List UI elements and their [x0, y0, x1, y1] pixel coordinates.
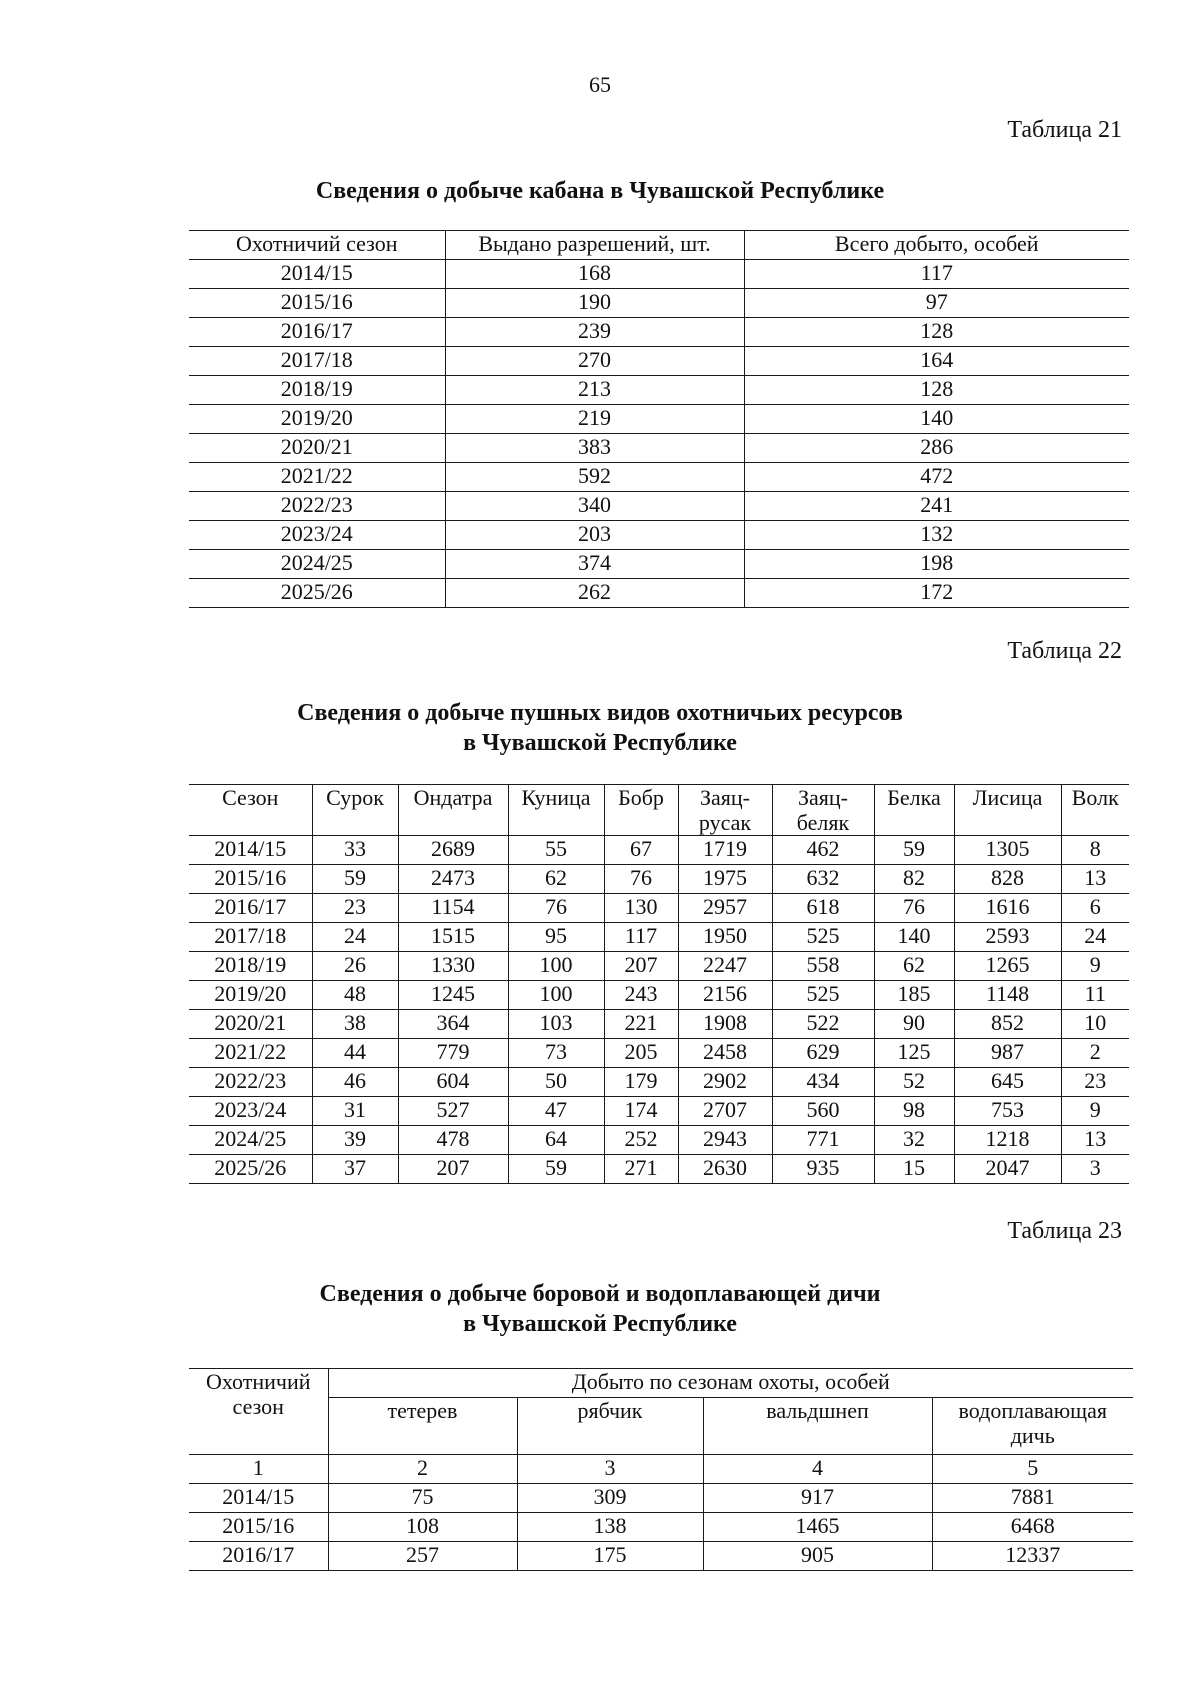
- table-cell: 2156: [678, 981, 772, 1010]
- table-cell: 364: [398, 1010, 508, 1039]
- table22-header-cell: Белка: [874, 785, 954, 836]
- table-cell: 55: [508, 836, 604, 865]
- table-cell: 100: [508, 981, 604, 1010]
- table23: [189, 1368, 1133, 1571]
- table-cell: 592: [445, 463, 744, 492]
- table23-header-row-1: [189, 1369, 1133, 1398]
- table-cell: 2019/20: [189, 405, 445, 434]
- table-cell: 2902: [678, 1068, 772, 1097]
- table-cell: 618: [772, 894, 874, 923]
- table-cell: 828: [954, 865, 1061, 894]
- table-cell: 243: [604, 981, 678, 1010]
- table-row: [189, 521, 1129, 550]
- table-row: [189, 434, 1129, 463]
- table-row: [189, 463, 1129, 492]
- table-cell: 1515: [398, 923, 508, 952]
- table-cell: 2957: [678, 894, 772, 923]
- table22-title-line2: в Чувашской Республике: [463, 730, 737, 756]
- table-cell: 132: [744, 521, 1129, 550]
- table23-title-line2: в Чувашской Республике: [463, 1311, 737, 1337]
- table-cell: 24: [1061, 923, 1129, 952]
- table-cell: 2020/21: [189, 1010, 312, 1039]
- table-cell: 2: [1061, 1039, 1129, 1068]
- table-cell: 47: [508, 1097, 604, 1126]
- table23-subheader-hazel-grouse: рябчик: [517, 1398, 703, 1455]
- table-cell: 2458: [678, 1039, 772, 1068]
- table-cell: 2022/23: [189, 492, 445, 521]
- table-cell: 59: [508, 1155, 604, 1184]
- table-cell: 130: [604, 894, 678, 923]
- table-cell: 2025/26: [189, 1155, 312, 1184]
- table-cell: 221: [604, 1010, 678, 1039]
- table-cell: 632: [772, 865, 874, 894]
- table-cell: 117: [744, 260, 1129, 289]
- table-cell: 125: [874, 1039, 954, 1068]
- table-cell: 270: [445, 347, 744, 376]
- table-cell: 2016/17: [189, 1542, 328, 1571]
- table-cell: 779: [398, 1039, 508, 1068]
- table-cell: 522: [772, 1010, 874, 1039]
- table-cell: 2024/25: [189, 1126, 312, 1155]
- table22-header-cell: Заяц- русак: [678, 785, 772, 836]
- table-cell: 207: [604, 952, 678, 981]
- table-cell: 168: [445, 260, 744, 289]
- table-cell: 2022/23: [189, 1068, 312, 1097]
- table-row: [189, 981, 1129, 1010]
- table-cell: 2025/26: [189, 579, 445, 608]
- table-cell: 203: [445, 521, 744, 550]
- table-cell: 472: [744, 463, 1129, 492]
- table-cell: 2014/15: [189, 260, 445, 289]
- table22-header-cell: Ондатра: [398, 785, 508, 836]
- table-cell: 434: [772, 1068, 874, 1097]
- table-cell: 2014/15: [189, 836, 312, 865]
- table-cell: 558: [772, 952, 874, 981]
- table-cell: 1154: [398, 894, 508, 923]
- table-cell: 219: [445, 405, 744, 434]
- table21-header-permits: Выдано разрешений, шт.: [445, 231, 744, 260]
- table-row: [189, 1068, 1129, 1097]
- table-cell: 252: [604, 1126, 678, 1155]
- table-cell: 64: [508, 1126, 604, 1155]
- table-cell: 175: [517, 1542, 703, 1571]
- table-row: [189, 1126, 1129, 1155]
- table-cell: 2021/22: [189, 463, 445, 492]
- table-cell: 2689: [398, 836, 508, 865]
- table-cell: 1465: [703, 1513, 932, 1542]
- table-cell: 117: [604, 923, 678, 952]
- table-row: [189, 579, 1129, 608]
- table-cell: 172: [744, 579, 1129, 608]
- table-cell: 1950: [678, 923, 772, 952]
- table-cell: 383: [445, 434, 744, 463]
- table-cell: 33: [312, 836, 398, 865]
- table-cell: 13: [1061, 865, 1129, 894]
- table-cell: 2015/16: [189, 289, 445, 318]
- table21-title: Сведения о добыче кабана в Чувашской Республике: [315, 178, 885, 204]
- table-cell: 262: [445, 579, 744, 608]
- table-cell: 140: [744, 405, 1129, 434]
- column-number-cell: 5: [932, 1455, 1133, 1484]
- table-cell: 97: [744, 289, 1129, 318]
- table-cell: 771: [772, 1126, 874, 1155]
- table-cell: 852: [954, 1010, 1061, 1039]
- table-cell: 1975: [678, 865, 772, 894]
- table-cell: 1616: [954, 894, 1061, 923]
- table-cell: 2593: [954, 923, 1061, 952]
- table23-subheader-black-grouse: тетерев: [328, 1398, 517, 1455]
- table22-header-row: [189, 785, 1129, 836]
- table-cell: 174: [604, 1097, 678, 1126]
- table-cell: 59: [874, 836, 954, 865]
- table-cell: 44: [312, 1039, 398, 1068]
- table-cell: 987: [954, 1039, 1061, 1068]
- table-cell: 2024/25: [189, 550, 445, 579]
- table-cell: 13: [1061, 1126, 1129, 1155]
- column-number-cell: 4: [703, 1455, 932, 1484]
- table-cell: 629: [772, 1039, 874, 1068]
- table-cell: 2016/17: [189, 318, 445, 347]
- column-number-cell: 2: [328, 1455, 517, 1484]
- table-cell: 935: [772, 1155, 874, 1184]
- table-cell: 374: [445, 550, 744, 579]
- table-cell: 2020/21: [189, 434, 445, 463]
- table-cell: 128: [744, 318, 1129, 347]
- table-cell: 213: [445, 376, 744, 405]
- table22-title-line1: Сведения о добыче пушных видов охотничьих ресурсов: [297, 700, 903, 726]
- table-cell: 82: [874, 865, 954, 894]
- table21: [189, 230, 1129, 608]
- table23-header-row-2: [189, 1398, 1133, 1455]
- table-cell: 62: [874, 952, 954, 981]
- table-cell: 37: [312, 1155, 398, 1184]
- table-cell: 26: [312, 952, 398, 981]
- table-cell: 12337: [932, 1542, 1133, 1571]
- table22-header-cell: Бобр: [604, 785, 678, 836]
- table-cell: 2707: [678, 1097, 772, 1126]
- table-row: [189, 376, 1129, 405]
- table-cell: 2630: [678, 1155, 772, 1184]
- table-cell: 73: [508, 1039, 604, 1068]
- table-cell: 9: [1061, 1097, 1129, 1126]
- table-row: [189, 1513, 1133, 1542]
- table-cell: 340: [445, 492, 744, 521]
- table-cell: 190: [445, 289, 744, 318]
- table-cell: 2943: [678, 1126, 772, 1155]
- table-cell: 905: [703, 1542, 932, 1571]
- table-cell: 31: [312, 1097, 398, 1126]
- table-cell: 753: [954, 1097, 1061, 1126]
- table-row: [189, 952, 1129, 981]
- table-cell: 2017/18: [189, 347, 445, 376]
- table-cell: 164: [744, 347, 1129, 376]
- table-cell: 7881: [932, 1484, 1133, 1513]
- table-cell: 38: [312, 1010, 398, 1039]
- table-row: [189, 550, 1129, 579]
- table-row: [189, 1039, 1129, 1068]
- table-cell: 10: [1061, 1010, 1129, 1039]
- table-row: [189, 260, 1129, 289]
- table-row: [189, 923, 1129, 952]
- table-cell: 100: [508, 952, 604, 981]
- table-row: [189, 1097, 1129, 1126]
- table-cell: 1265: [954, 952, 1061, 981]
- table-cell: 207: [398, 1155, 508, 1184]
- table-cell: 257: [328, 1542, 517, 1571]
- table-cell: 48: [312, 981, 398, 1010]
- table-cell: 1330: [398, 952, 508, 981]
- table-cell: 2015/16: [189, 865, 312, 894]
- table-cell: 271: [604, 1155, 678, 1184]
- table-cell: 309: [517, 1484, 703, 1513]
- table22-header-cell: Заяц- беляк: [772, 785, 874, 836]
- table23-column-number-row: [189, 1455, 1133, 1484]
- table-cell: 1305: [954, 836, 1061, 865]
- table-cell: 9: [1061, 952, 1129, 981]
- table23-label: Таблица 23: [1007, 1218, 1122, 1244]
- table-cell: 3: [1061, 1155, 1129, 1184]
- table-cell: 32: [874, 1126, 954, 1155]
- table-cell: 198: [744, 550, 1129, 579]
- table-row: [189, 492, 1129, 521]
- table22-header-cell: Волк: [1061, 785, 1129, 836]
- table-cell: 2018/19: [189, 376, 445, 405]
- table-cell: 1245: [398, 981, 508, 1010]
- table23-body: [189, 1455, 1133, 1571]
- table-cell: 2014/15: [189, 1484, 328, 1513]
- table23-subheader-waterfowl: водоплавающая дичь: [932, 1398, 1133, 1455]
- table-row: [189, 865, 1129, 894]
- table23-subheader-woodcock: вальдшнеп: [703, 1398, 932, 1455]
- table-cell: 604: [398, 1068, 508, 1097]
- table-cell: 6468: [932, 1513, 1133, 1542]
- table-row: [189, 347, 1129, 376]
- table-row: [189, 318, 1129, 347]
- table-cell: 239: [445, 318, 744, 347]
- page-number: 65: [589, 72, 611, 97]
- table-cell: 478: [398, 1126, 508, 1155]
- table-cell: 462: [772, 836, 874, 865]
- table-cell: 24: [312, 923, 398, 952]
- table-cell: 185: [874, 981, 954, 1010]
- table-row: [189, 289, 1129, 318]
- table-row: [189, 1542, 1133, 1571]
- table-cell: 1719: [678, 836, 772, 865]
- table23-title-line1: Сведения о добыче боровой и водоплавающей дичи: [319, 1281, 881, 1307]
- table-cell: 76: [604, 865, 678, 894]
- table-row: [189, 1010, 1129, 1039]
- table22: [189, 784, 1129, 1184]
- table-cell: 527: [398, 1097, 508, 1126]
- table-cell: 108: [328, 1513, 517, 1542]
- table-cell: 23: [1061, 1068, 1129, 1097]
- table-cell: 2018/19: [189, 952, 312, 981]
- table21-header-row: [189, 231, 1129, 260]
- table-cell: 2023/24: [189, 1097, 312, 1126]
- table-cell: 2023/24: [189, 521, 445, 550]
- table-cell: 1148: [954, 981, 1061, 1010]
- table-cell: 67: [604, 836, 678, 865]
- table-cell: 103: [508, 1010, 604, 1039]
- table-cell: 645: [954, 1068, 1061, 1097]
- table-cell: 179: [604, 1068, 678, 1097]
- table-cell: 205: [604, 1039, 678, 1068]
- table-cell: 560: [772, 1097, 874, 1126]
- table-row: [189, 836, 1129, 865]
- table-cell: 1218: [954, 1126, 1061, 1155]
- table-row: [189, 1155, 1129, 1184]
- column-number-cell: 3: [517, 1455, 703, 1484]
- table-cell: 525: [772, 981, 874, 1010]
- table21-header-harvested: Всего добыто, особей: [744, 231, 1129, 260]
- table22-header-cell: Лисица: [954, 785, 1061, 836]
- table-cell: 23: [312, 894, 398, 923]
- table-cell: 8: [1061, 836, 1129, 865]
- table-row: [189, 1484, 1133, 1513]
- table-cell: 525: [772, 923, 874, 952]
- table-cell: 98: [874, 1097, 954, 1126]
- table-cell: 140: [874, 923, 954, 952]
- table-cell: 1908: [678, 1010, 772, 1039]
- table-cell: 76: [874, 894, 954, 923]
- table-cell: 90: [874, 1010, 954, 1039]
- table-cell: 138: [517, 1513, 703, 1542]
- table-row: [189, 405, 1129, 434]
- table22-label: Таблица 22: [1007, 638, 1122, 664]
- table22-body: [189, 836, 1129, 1184]
- table-cell: 62: [508, 865, 604, 894]
- table-row: [189, 894, 1129, 923]
- table-cell: 2021/22: [189, 1039, 312, 1068]
- table-cell: 2015/16: [189, 1513, 328, 1542]
- table-cell: 11: [1061, 981, 1129, 1010]
- table-cell: 241: [744, 492, 1129, 521]
- table-cell: 286: [744, 434, 1129, 463]
- table-cell: 2047: [954, 1155, 1061, 1184]
- table-cell: 75: [328, 1484, 517, 1513]
- table-cell: 917: [703, 1484, 932, 1513]
- table-cell: 6: [1061, 894, 1129, 923]
- table-cell: 50: [508, 1068, 604, 1097]
- table21-header-season: Охотничий сезон: [189, 231, 445, 260]
- table22-header-cell: Сезон: [189, 785, 312, 836]
- table-cell: 2017/18: [189, 923, 312, 952]
- table-cell: 39: [312, 1126, 398, 1155]
- table23-header-season: Охотничий сезон: [189, 1369, 328, 1455]
- table-cell: 2247: [678, 952, 772, 981]
- table-cell: 2473: [398, 865, 508, 894]
- table-cell: 95: [508, 923, 604, 952]
- column-number-cell: 1: [189, 1455, 328, 1484]
- table-cell: 2019/20: [189, 981, 312, 1010]
- table21-body: [189, 260, 1129, 608]
- table-cell: 76: [508, 894, 604, 923]
- table-cell: 46: [312, 1068, 398, 1097]
- table22-header-cell: Сурок: [312, 785, 398, 836]
- table-cell: 128: [744, 376, 1129, 405]
- table23-header-group: Добыто по сезонам охоты, особей: [328, 1369, 1133, 1398]
- table-cell: 52: [874, 1068, 954, 1097]
- table22-header-cell: Куница: [508, 785, 604, 836]
- table21-label: Таблица 21: [1007, 117, 1122, 143]
- table-cell: 15: [874, 1155, 954, 1184]
- table-cell: 59: [312, 865, 398, 894]
- table-cell: 2016/17: [189, 894, 312, 923]
